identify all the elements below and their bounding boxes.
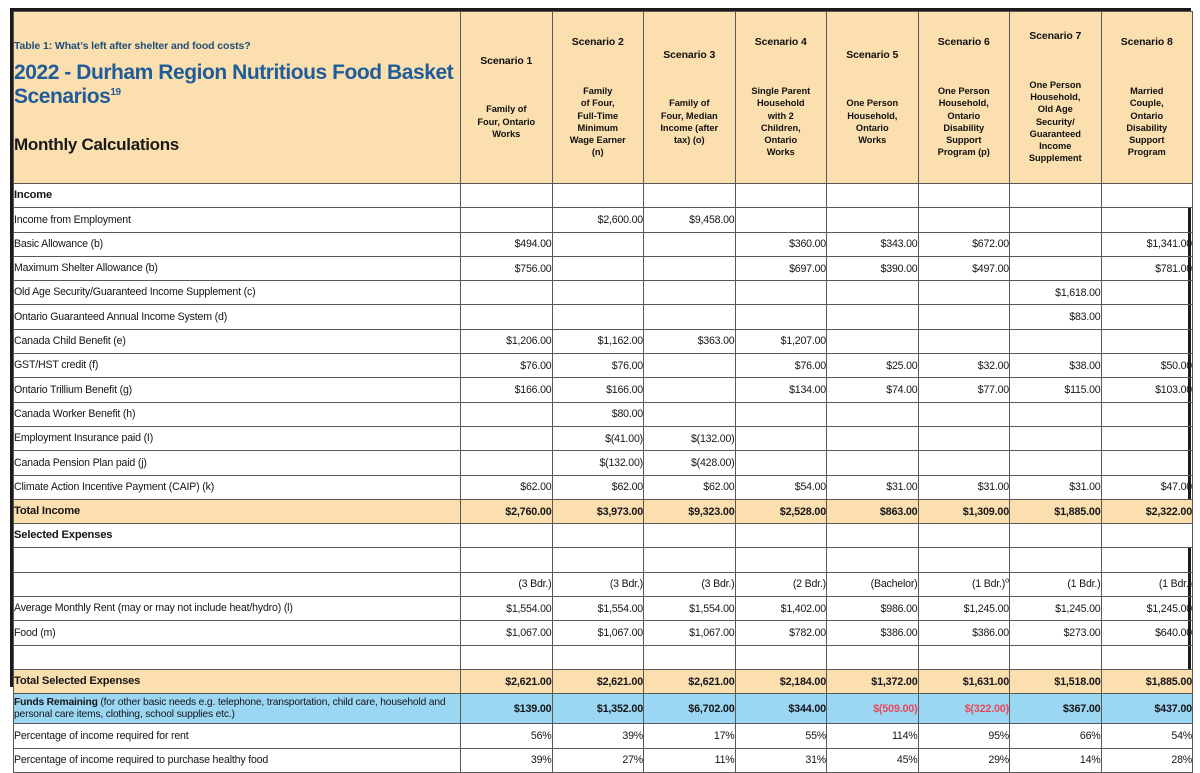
- page-title-text: 2022 - Durham Region Nutritious Food Basket Scenarios: [14, 60, 454, 108]
- cell-s2: $76.00: [552, 354, 644, 378]
- table-row: [14, 451, 1193, 475]
- row-label: Total Selected Expenses: [14, 669, 461, 693]
- cell-s8: $103.00: [1101, 378, 1193, 402]
- cell-s1: (3 Bdr.): [461, 572, 553, 596]
- cell-s5: [827, 548, 919, 572]
- cell-s6: (1 Bdr.)$^o$: [918, 572, 1010, 596]
- cell-s7: [1010, 645, 1102, 669]
- cell-s2: $1,162.00: [552, 329, 644, 353]
- cell-s1: $494.00: [461, 232, 553, 256]
- table-row: [14, 499, 1193, 523]
- cell-s2: (3 Bdr.): [552, 572, 644, 596]
- row-label: Basic Allowance (b): [14, 232, 461, 256]
- cell-s1: $1,206.00: [461, 329, 553, 353]
- cell-s2: [552, 281, 644, 305]
- cell-s2: 27%: [552, 748, 644, 772]
- row-label: Total Income: [14, 499, 461, 523]
- cell-s7: [1010, 524, 1102, 548]
- row-label: Canada Worker Benefit (h): [14, 402, 461, 426]
- cell-s8: [1101, 329, 1193, 353]
- cell-s8: $437.00: [1101, 694, 1193, 724]
- cell-s3: [644, 305, 736, 329]
- cell-s7: $367.00: [1010, 694, 1102, 724]
- row-label: Employment Insurance paid (I): [14, 426, 461, 450]
- cell-s7: [1010, 402, 1102, 426]
- cell-s8: $781.00: [1101, 256, 1193, 280]
- cell-s4: [735, 426, 827, 450]
- cell-s7: $1,518.00: [1010, 669, 1102, 693]
- cell-s2: [552, 184, 644, 208]
- cell-s2: $(41.00): [552, 426, 644, 450]
- table-row: [14, 329, 1193, 353]
- row-label: Income: [14, 184, 461, 208]
- scenario-number: Scenario 2: [571, 36, 624, 49]
- cell-s3: $62.00: [644, 475, 736, 499]
- cell-s1: [461, 426, 553, 450]
- cell-s8: [1101, 451, 1193, 475]
- cell-s6: [918, 329, 1010, 353]
- cell-s1: [461, 645, 553, 669]
- cell-s1: [461, 548, 553, 572]
- cell-s2: $1,352.00: [552, 694, 644, 724]
- cell-s1: [461, 402, 553, 426]
- table-row: [14, 378, 1193, 402]
- table-title-block: [14, 12, 461, 184]
- table-row: [14, 694, 1193, 724]
- cell-s1: $62.00: [461, 475, 553, 499]
- scenario-column-header-8: [1101, 12, 1193, 184]
- cell-s3: [644, 184, 736, 208]
- cell-s6: 95%: [918, 724, 1010, 748]
- cell-s8: $1,245.00: [1101, 597, 1193, 621]
- cell-s8: [1101, 402, 1193, 426]
- cell-s2: $(132.00): [552, 451, 644, 475]
- cell-s7: [1010, 184, 1102, 208]
- cell-s1: [461, 184, 553, 208]
- table-row: [14, 232, 1193, 256]
- cell-s6: $(322.00): [918, 694, 1010, 724]
- cell-s1: $2,621.00: [461, 669, 553, 693]
- cell-s3: [644, 524, 736, 548]
- row-label: Canada Pension Plan paid (j): [14, 451, 461, 475]
- cell-s1: $139.00: [461, 694, 553, 724]
- scenario-number: Scenario 8: [1120, 36, 1173, 49]
- scenario-number: Scenario 7: [1029, 30, 1082, 43]
- cell-s4: [735, 305, 827, 329]
- table-row: [14, 208, 1193, 232]
- cell-s5: [827, 329, 919, 353]
- cell-s8: $2,322.00: [1101, 499, 1193, 523]
- cell-s8: [1101, 281, 1193, 305]
- cell-s7: [1010, 256, 1102, 280]
- row-label: [14, 548, 461, 572]
- cell-s3: [644, 402, 736, 426]
- cell-s4: $54.00: [735, 475, 827, 499]
- scenario-column-header-2: [552, 12, 644, 184]
- scenario-number: Scenario 6: [937, 36, 990, 49]
- cell-s7: $83.00: [1010, 305, 1102, 329]
- scenario-column-header-4: [735, 12, 827, 184]
- cell-s7: $31.00: [1010, 475, 1102, 499]
- cell-s5: 45%: [827, 748, 919, 772]
- cell-s5: 114%: [827, 724, 919, 748]
- cell-s8: [1101, 524, 1193, 548]
- cell-s3: [644, 256, 736, 280]
- cell-s5: [827, 426, 919, 450]
- cell-s3: $(428.00): [644, 451, 736, 475]
- cell-s6: [918, 645, 1010, 669]
- cell-s6: $497.00: [918, 256, 1010, 280]
- cell-s7: $1,245.00: [1010, 597, 1102, 621]
- cell-s1: [461, 281, 553, 305]
- cell-s1: $166.00: [461, 378, 553, 402]
- cell-s7: $115.00: [1010, 378, 1102, 402]
- cell-s6: $32.00: [918, 354, 1010, 378]
- row-label: Ontario Trillium Benefit (g): [14, 378, 461, 402]
- nutritious-food-basket-table: [10, 8, 1192, 767]
- cell-s1: [461, 524, 553, 548]
- scenario-description: One Person Household, Old Age Security/ Guaranteed Income Supplement: [1028, 79, 1082, 164]
- cell-s4: $2,528.00: [735, 499, 827, 523]
- cell-s4: $1,402.00: [735, 597, 827, 621]
- cell-s6: [918, 184, 1010, 208]
- table-row: [14, 524, 1193, 548]
- table-row: [14, 426, 1193, 450]
- cell-s4: $2,184.00: [735, 669, 827, 693]
- cell-s1: $1,554.00: [461, 597, 553, 621]
- table-row: [14, 281, 1193, 305]
- table-row: [14, 621, 1193, 645]
- cell-s4: $134.00: [735, 378, 827, 402]
- scenario-description: One Person Household, Ontario Disability Support Program (p): [937, 86, 990, 158]
- cell-s4: [735, 451, 827, 475]
- row-label: Old Age Security/Guaranteed Income Supplement (c): [14, 281, 461, 305]
- table-row: [14, 475, 1193, 499]
- cell-s5: [827, 184, 919, 208]
- scenario-column-header-7: [1010, 12, 1102, 184]
- cell-s3: 11%: [644, 748, 736, 772]
- cell-s1: [461, 305, 553, 329]
- row-label: Income from Employment: [14, 208, 461, 232]
- cell-s4: $697.00: [735, 256, 827, 280]
- row-label: Average Monthly Rent (may or may not include heat/hydro) (l): [14, 597, 461, 621]
- cell-s7: [1010, 329, 1102, 353]
- cell-s1: $756.00: [461, 256, 553, 280]
- cell-s6: $386.00: [918, 621, 1010, 645]
- table-row: [14, 184, 1193, 208]
- cell-s8: $640.00: [1101, 621, 1193, 645]
- cell-s4: $782.00: [735, 621, 827, 645]
- cell-s4: [735, 645, 827, 669]
- cell-s3: (3 Bdr.): [644, 572, 736, 596]
- cell-s3: $9,323.00: [644, 499, 736, 523]
- cell-s7: [1010, 426, 1102, 450]
- row-label: Selected Expenses: [14, 524, 461, 548]
- cell-s2: [552, 645, 644, 669]
- scenario-column-header-6: [918, 12, 1010, 184]
- scenario-description: One Person Household, Ontario Works: [846, 98, 899, 146]
- cell-s8: $50.00: [1101, 354, 1193, 378]
- cell-s5: [827, 524, 919, 548]
- table-row: [14, 305, 1193, 329]
- cell-s4: 55%: [735, 724, 827, 748]
- cell-s7: $1,885.00: [1010, 499, 1102, 523]
- scenario-description: Married Couple, Ontario Disability Support Program: [1126, 86, 1168, 158]
- scenario-column-header-3: [644, 12, 736, 184]
- cell-s7: $273.00: [1010, 621, 1102, 645]
- cell-s6: $1,631.00: [918, 669, 1010, 693]
- table-row: [14, 572, 1193, 596]
- cell-s2: [552, 524, 644, 548]
- cell-s6: $672.00: [918, 232, 1010, 256]
- cell-s4: $360.00: [735, 232, 827, 256]
- cell-s2: [552, 232, 644, 256]
- cell-s3: [644, 232, 736, 256]
- row-label: Percentage of income required to purchase healthy food: [14, 748, 461, 772]
- cell-s4: [735, 281, 827, 305]
- row-label: [14, 694, 461, 724]
- cell-s2: $80.00: [552, 402, 644, 426]
- scenario-number: Scenario 4: [754, 36, 807, 49]
- cell-s4: $1,207.00: [735, 329, 827, 353]
- page-title: [14, 61, 460, 109]
- table-row: [14, 597, 1193, 621]
- cell-s7: (1 Bdr.): [1010, 572, 1102, 596]
- cell-s3: $9,458.00: [644, 208, 736, 232]
- cell-s6: 29%: [918, 748, 1010, 772]
- cell-s2: $62.00: [552, 475, 644, 499]
- cell-s3: [644, 281, 736, 305]
- row-label: [14, 572, 461, 596]
- cell-s2: $3,973.00: [552, 499, 644, 523]
- cell-s5: [827, 305, 919, 329]
- cell-s2: $1,554.00: [552, 597, 644, 621]
- cell-s5: $25.00: [827, 354, 919, 378]
- cell-s4: [735, 184, 827, 208]
- cell-s3: $1,554.00: [644, 597, 736, 621]
- cell-s6: [918, 208, 1010, 232]
- table-row: [14, 354, 1193, 378]
- table-row: [14, 256, 1193, 280]
- cell-s6: [918, 426, 1010, 450]
- cell-s8: 28%: [1101, 748, 1193, 772]
- scenario-description: Single Parent Household with 2 Children, Ontario Works: [751, 86, 811, 158]
- scenario-description: Family of Four, Median Income (after tax) (o): [660, 98, 719, 146]
- cell-s8: [1101, 426, 1193, 450]
- scenarios-table: [13, 11, 1193, 773]
- cell-s5: $863.00: [827, 499, 919, 523]
- cell-s3: $363.00: [644, 329, 736, 353]
- cell-s2: $1,067.00: [552, 621, 644, 645]
- cell-s1: 39%: [461, 748, 553, 772]
- table-body: [14, 184, 1193, 773]
- scenario-description: Family of Four, Ontario Works: [477, 104, 536, 139]
- cell-s1: $1,067.00: [461, 621, 553, 645]
- cell-s8: [1101, 645, 1193, 669]
- cell-s8: $1,341.00: [1101, 232, 1193, 256]
- cell-s2: $166.00: [552, 378, 644, 402]
- cell-s2: [552, 305, 644, 329]
- cell-s5: $1,372.00: [827, 669, 919, 693]
- row-label: Climate Action Incentive Payment (CAIP) (k): [14, 475, 461, 499]
- cell-s5: $986.00: [827, 597, 919, 621]
- cell-s2: $2,600.00: [552, 208, 644, 232]
- cell-s5: [827, 451, 919, 475]
- cell-s5: $(509.00): [827, 694, 919, 724]
- table-row: [14, 724, 1193, 748]
- cell-s8: $1,885.00: [1101, 669, 1193, 693]
- cell-s8: [1101, 548, 1193, 572]
- cell-s7: 66%: [1010, 724, 1102, 748]
- footnote-marker: o: [1005, 575, 1009, 585]
- cell-s5: $31.00: [827, 475, 919, 499]
- cell-s4: $344.00: [735, 694, 827, 724]
- cell-s6: [918, 548, 1010, 572]
- cell-s4: [735, 402, 827, 426]
- cell-s3: [644, 548, 736, 572]
- scenario-number: Scenario 1: [480, 54, 533, 67]
- cell-s7: [1010, 451, 1102, 475]
- row-label: Food (m): [14, 621, 461, 645]
- cell-s8: (1 Bdr.): [1101, 572, 1193, 596]
- cell-s6: [918, 451, 1010, 475]
- cell-s5: $343.00: [827, 232, 919, 256]
- row-label: GST/HST credit (f): [14, 354, 461, 378]
- cell-s2: 39%: [552, 724, 644, 748]
- cell-s8: 54%: [1101, 724, 1193, 748]
- cell-s4: 31%: [735, 748, 827, 772]
- cell-s5: (Bachelor): [827, 572, 919, 596]
- title-footnote-marker: 19: [110, 86, 121, 98]
- cell-s7: $1,618.00: [1010, 281, 1102, 305]
- table-row: [14, 669, 1193, 693]
- cell-s1: [461, 208, 553, 232]
- cell-s8: [1101, 305, 1193, 329]
- cell-s6: [918, 305, 1010, 329]
- table-row: [14, 748, 1193, 772]
- cell-s6: [918, 402, 1010, 426]
- cell-s3: $2,621.00: [644, 669, 736, 693]
- cell-s3: [644, 354, 736, 378]
- cell-s7: [1010, 232, 1102, 256]
- cell-s2: [552, 256, 644, 280]
- cell-s8: $47.00: [1101, 475, 1193, 499]
- row-label-emphasis: Funds Remaining: [14, 696, 98, 708]
- table-row: [14, 548, 1193, 572]
- cell-s3: [644, 378, 736, 402]
- cell-s7: $38.00: [1010, 354, 1102, 378]
- cell-s2: [552, 548, 644, 572]
- cell-s4: $76.00: [735, 354, 827, 378]
- cell-s5: [827, 402, 919, 426]
- table-kicker: Table 1: What’s left after shelter and food costs?: [14, 40, 251, 53]
- cell-s1: 56%: [461, 724, 553, 748]
- cell-s6: [918, 524, 1010, 548]
- cell-s1: $2,760.00: [461, 499, 553, 523]
- scenario-number: Scenario 5: [846, 48, 899, 61]
- cell-s3: 17%: [644, 724, 736, 748]
- cell-s6: [918, 281, 1010, 305]
- cell-s1: [461, 451, 553, 475]
- table-row: [14, 645, 1193, 669]
- table-header: [14, 12, 1193, 184]
- cell-s1: $76.00: [461, 354, 553, 378]
- row-label: Percentage of income required for rent: [14, 724, 461, 748]
- cell-s8: [1101, 184, 1193, 208]
- cell-s6: $31.00: [918, 475, 1010, 499]
- cell-s2: $2,621.00: [552, 669, 644, 693]
- cell-s7: [1010, 548, 1102, 572]
- row-label: Canada Child Benefit (e): [14, 329, 461, 353]
- cell-s4: (2 Bdr.): [735, 572, 827, 596]
- cell-s8: [1101, 208, 1193, 232]
- cell-s5: [827, 281, 919, 305]
- row-label: Ontario Guaranteed Annual Income System (d): [14, 305, 461, 329]
- cell-s3: $1,067.00: [644, 621, 736, 645]
- table-subtitle: Monthly Calculations: [14, 134, 179, 154]
- scenario-column-header-1: [461, 12, 553, 184]
- cell-s5: $74.00: [827, 378, 919, 402]
- cell-s3: [644, 645, 736, 669]
- cell-s4: [735, 548, 827, 572]
- row-label: Maximum Shelter Allowance (b): [14, 256, 461, 280]
- cell-s5: [827, 645, 919, 669]
- cell-s3: $6,702.00: [644, 694, 736, 724]
- scenario-description: Family of Four, Full-Time Minimum Wage Earner (n): [569, 86, 626, 158]
- cell-s7: 14%: [1010, 748, 1102, 772]
- cell-s5: [827, 208, 919, 232]
- scenario-number: Scenario 3: [663, 48, 716, 61]
- cell-s6: $1,309.00: [918, 499, 1010, 523]
- cell-s5: $390.00: [827, 256, 919, 280]
- cell-s4: [735, 524, 827, 548]
- cell-s3: $(132.00): [644, 426, 736, 450]
- cell-s7: [1010, 208, 1102, 232]
- row-label-detail: (for other basic needs e.g. telephone, transportation, child care, household and personal care items, clothing, school supplies etc.): [14, 696, 446, 721]
- table-row: [14, 402, 1193, 426]
- cell-s4: [735, 208, 827, 232]
- cell-s6: $1,245.00: [918, 597, 1010, 621]
- cell-s5: $386.00: [827, 621, 919, 645]
- cell-s6: $77.00: [918, 378, 1010, 402]
- row-label: [14, 645, 461, 669]
- scenario-column-header-5: [827, 12, 919, 184]
